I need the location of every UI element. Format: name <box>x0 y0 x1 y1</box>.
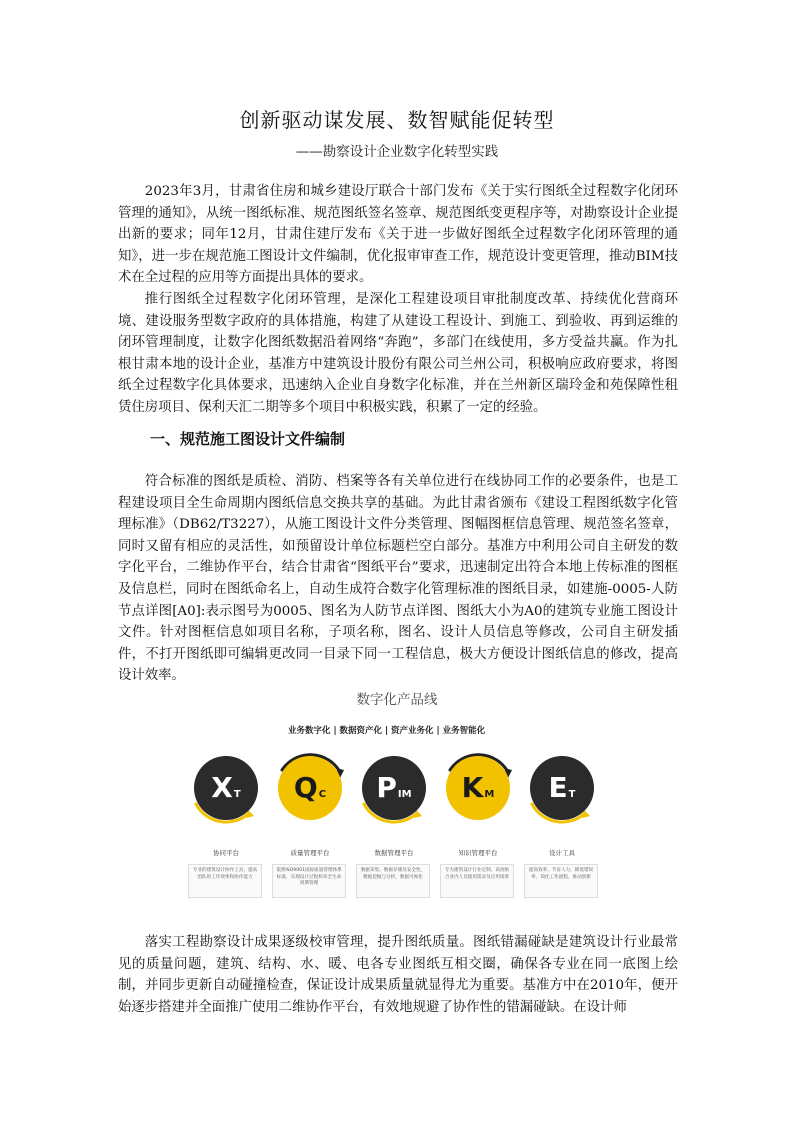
product-description: 依照ISO9001国际质量管理体系标准，实现设计过程校审全生命周期管理 <box>272 864 346 898</box>
product-label: 知识管理平台 <box>458 849 498 857</box>
product-km <box>438 746 522 906</box>
product-description: 数据采集、数据存储及安全性，数据挖掘与分析，数据可视化 <box>356 864 430 898</box>
product-label: 质量管理平台 <box>290 849 330 857</box>
product-badge: E T <box>530 756 594 820</box>
product-badge: X T <box>194 756 258 820</box>
product-label: 设计工具 <box>549 849 575 857</box>
product-description: 专业的建筑设计协作工具，提高团队的工作效率和协作能力 <box>188 864 262 898</box>
product-label: 协同平台 <box>213 849 239 857</box>
product-pim <box>354 746 438 906</box>
document-title: 创新驱动谋发展、数智赋能促转型 <box>239 108 555 132</box>
product-label: 数据管理平台 <box>374 849 414 857</box>
product-badge: K M <box>446 756 510 820</box>
paragraph-4: 落实工程勘察设计成果逐级校审管理，提升图纸质量。图纸错漏碰缺是建筑设计行业最常见的质量问题，建筑、结构、水、暖、电各专业图纸互相交圈，确保各专业在同一底图上绘制，并同步更新自动碰撞检查，保证设计成果质量就显得尤为重要。基准方中在2010年，便开始逐步搭建并全面推广使用二维协作平台，有效地规避了协作性的错漏碰缺。在设计师 <box>118 935 678 1015</box>
section-heading: 一、规范施工图设计文件编制 <box>150 430 346 448</box>
paragraph-2: 推行图纸全过程数字化闭环管理，是深化工程建设项目审批制度改革、持续优化营商环境、建设服务型数字政府的具体措施，构建了从建设工程设计、到施工、到验收、再到运维的闭环管理制度，让数字化图纸数据沿着网络“奔跑”，多部门在线使用，多方受益共赢。作为扎根甘肃本地的设计企业，基准方中建筑设计股份有限公司兰州公司，积极响应政府要求，将图纸全过程数字化具体要求，迅速纳入企业自身数字化标准，并在兰州新区瑞玲金和苑保障性租赁住房项目、保利天汇二期等多个项目中积极实践，积累了一定的经验。 <box>118 292 678 415</box>
product-et <box>522 746 606 906</box>
product-xt <box>186 746 270 906</box>
product-badge: Q C <box>278 756 342 820</box>
document-subtitle: ——勘察设计企业数字化转型实践 <box>295 144 499 160</box>
product-line-figure <box>180 716 610 906</box>
product-description: 专为建筑设计行业定制，高度贴合业内人员使用需求及应用场景 <box>440 864 514 898</box>
figure-top-label: 业务数字化 | 数据资产化 | 资产业务化 | 业务智能化 <box>288 726 486 736</box>
product-badge: P IM <box>362 756 426 820</box>
paragraph-1: 2023年3月，甘肃省住房和城乡建设厅联合十部门发布《关于实行图纸全过程数字化闭环管理的通知》，从统一图纸标准、规范图纸签名签章、规范图纸变更程序等，对勘察设计企业提出新的要求；同年12月，甘肃住建厅发布《关于进一步做好图纸全过程数字化闭环管理的通知》，进一步在规范施工图设计文件编制，优化报审审查工作，规范设计变更管理，推动BIM技术在全过程的应用等方面提出具体的要求。 <box>118 184 678 286</box>
paragraph-3: 符合标准的图纸是质检、消防、档案等各有关单位进行在线协同工作的必要条件，也是工程建设项目全生命周期内图纸信息交换共享的基础。为此甘肃省颁布《建设工程图纸数字化管理标准》（DB62/T3227），从施工图设计文件分类管理、图幅图框信息管理、规范签名签章，同时又留有相应的灵活性，如预留设计单位标题栏空白部分。基准方中利用公司自主研发的数字化平台，二维协作平台，结合甘肃省“图纸平台”要求，迅速制定出符合本地上传标准的图框及信息栏，同时在图纸命名上，自动生成符合数字化管理标准的图纸目录，如建施-0005-人防节点详图[A0]:表示图号为0005、图名为人防节点详图、图纸大小为A0的建筑专业施工图设计文件。针对图框信息如项目名称，子项名称，图名、设计人员信息等修改，公司自主研发插件，不打开图纸即可编辑更改同一目录下同一工程信息，极大方便设计图纸信息的修改，提高设计效率。 <box>118 474 678 684</box>
product-description: 提高效率、节省人力，降低错误率，简化工作流程，推动创新 <box>524 864 598 898</box>
product-qc <box>270 746 354 906</box>
figure-caption: 数字化产品线 <box>356 692 438 708</box>
